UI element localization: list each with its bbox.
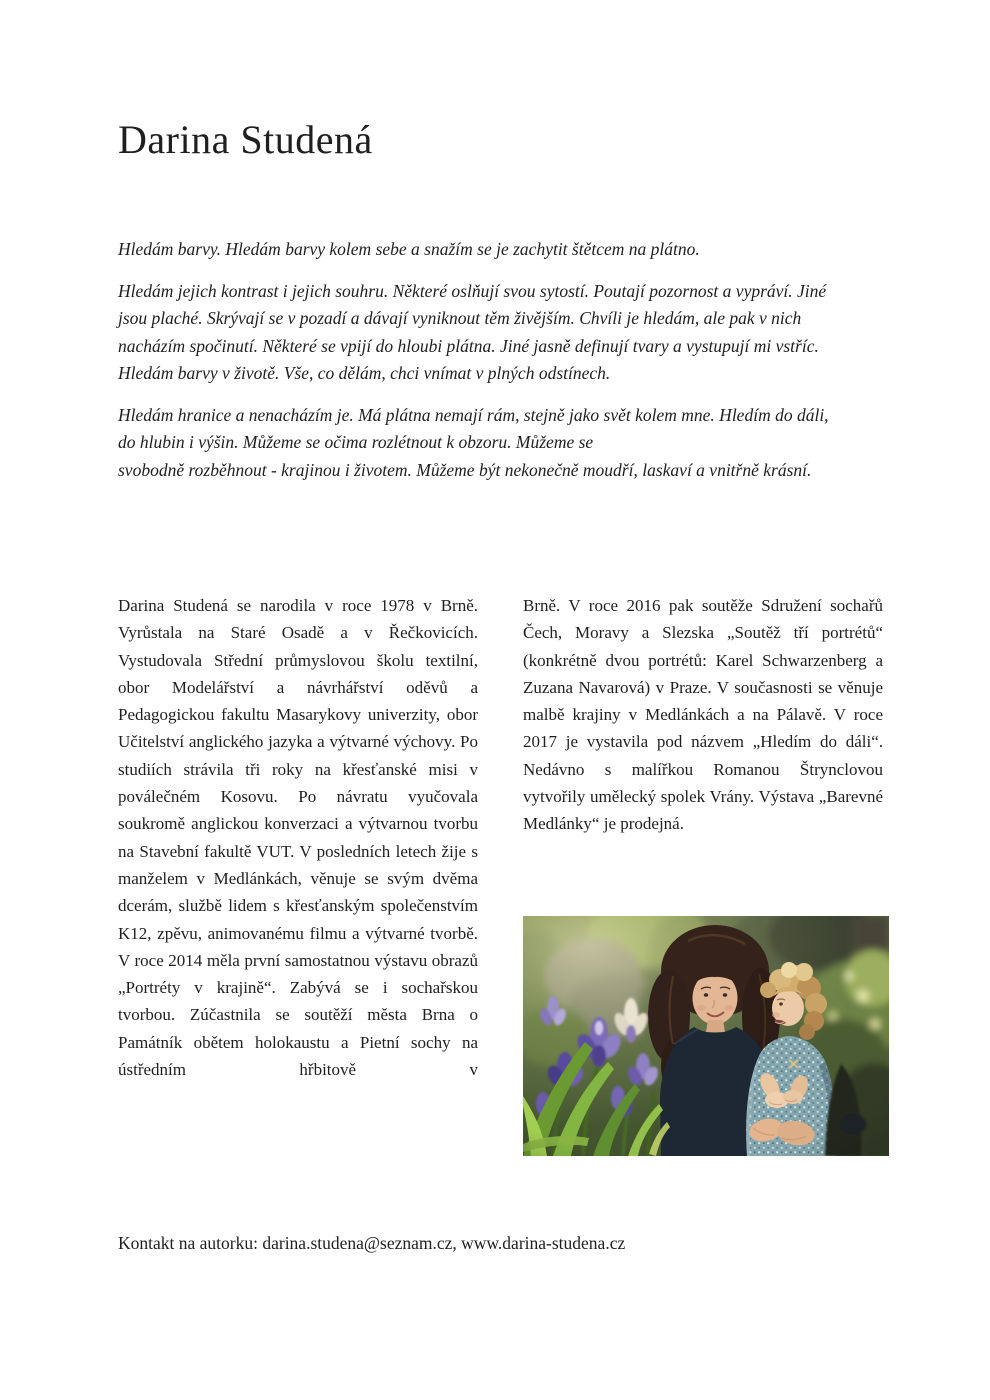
page-title: Darina Studená [118, 117, 373, 162]
contact-email: darina.studena@seznam.cz [262, 1233, 453, 1253]
bio-column-left: Darina Studená se narodila v roce 1978 v Brně. Vyrůstala na Staré Osadě a v Řečkovicích. Vystudovala Střední průmyslovou školu textilní, obor Modelářství a návrhářství oděvů a Pedagogickou fakultu Masarykovy univerzity, obor Učitelství anglického jazyka a výtvarné výchovy. Po studiích strávila tři roky na křesťanské misi v poválečném Kosovu. Po návratu vyučovala soukromě anglickou konverzaci a výtvarnou tvorbu na Stavební fakultě VUT. V posledních letech žije s manželem v Medlánkách, věnuje se svým dvěma dcerám, službě lidem s křesťanským společenstvím K12, zpěvu, animovanému filmu a výtvarné tvorbě. V roce 2014 měla první samostatnou výstavu obrazů „Portréty v krajině“. Zabývá se i sochařskou tvorbou. Zúčastnila se soutěží města Brna o Památník obětem holokaustu a Pietní sochy na ústředním hřbitově v [118, 596, 478, 1080]
intro-section [118, 236, 832, 498]
author-photo [523, 916, 889, 1156]
photo-vignette [523, 916, 889, 1156]
bio-column-right [523, 592, 883, 1156]
contact-label: Kontakt na autorku: [118, 1233, 263, 1253]
contact-website: www.darina-studena.cz [461, 1233, 626, 1253]
intro-paragraph-2: Hledám jejich kontrast i jejich souhru. Některé oslňují svou sytostí. Poutají pozornost a vypráví. Jiné jsou plaché. Skrývají se v pozadí a dávají vyniknout těm živějším. Chvíli je hledám, ale pak v nich nacházím spočinutí. Některé se vpijí do hloubi plátna. Jiné jasně definují tvary a vystupují mi vstříc. Hledám barvy v životě. Vše, co dělám, chci vnímat v plných odstínech. [118, 280, 827, 383]
contact-line [118, 1231, 625, 1255]
intro-paragraph-1: Hledám barvy. Hledám barvy kolem sebe a snažím se je zachytit štětcem na plátno. [118, 239, 700, 259]
bio-right-text: Brně. V roce 2016 pak soutěže Sdružení sochařů Čech, Moravy a Slezska „Soutěž tří portrétů“ (konkrétně dvou portrétů: Karel Schwarzenberg a Zuzana Navarová) v Praze. V současnosti se věnuje malbě krajiny v Medlánkách a na Pálavě. V roce 2017 je vystavila pod názvem „Hledím do dáli“. Nedávno s malířkou Romanou Štrynclovou vytvořily umělecký spolek Vrány. Výstava „Barevné Medlánky“ je prodejná. [523, 596, 883, 834]
intro-paragraph-3 [118, 402, 832, 485]
intro-paragraph-3-line-1: Hledám hranice a nenacházím je. Má plátna nemají rám, stejně jako svět kolem mne. Hledím do dáli, do hlubin i výšin. Můžeme se očima rozlétnout k obzoru. Můžeme se [118, 404, 829, 452]
contact-separator: , [452, 1233, 462, 1253]
intro-paragraph-3-line-2: svobodně rozběhnout - krajinou i životem. Můžeme být nekonečně moudří, laskaví a vnitřně krásní. [118, 459, 812, 480]
author-photo-illustration [523, 916, 889, 1156]
bio-section [118, 592, 883, 1156]
